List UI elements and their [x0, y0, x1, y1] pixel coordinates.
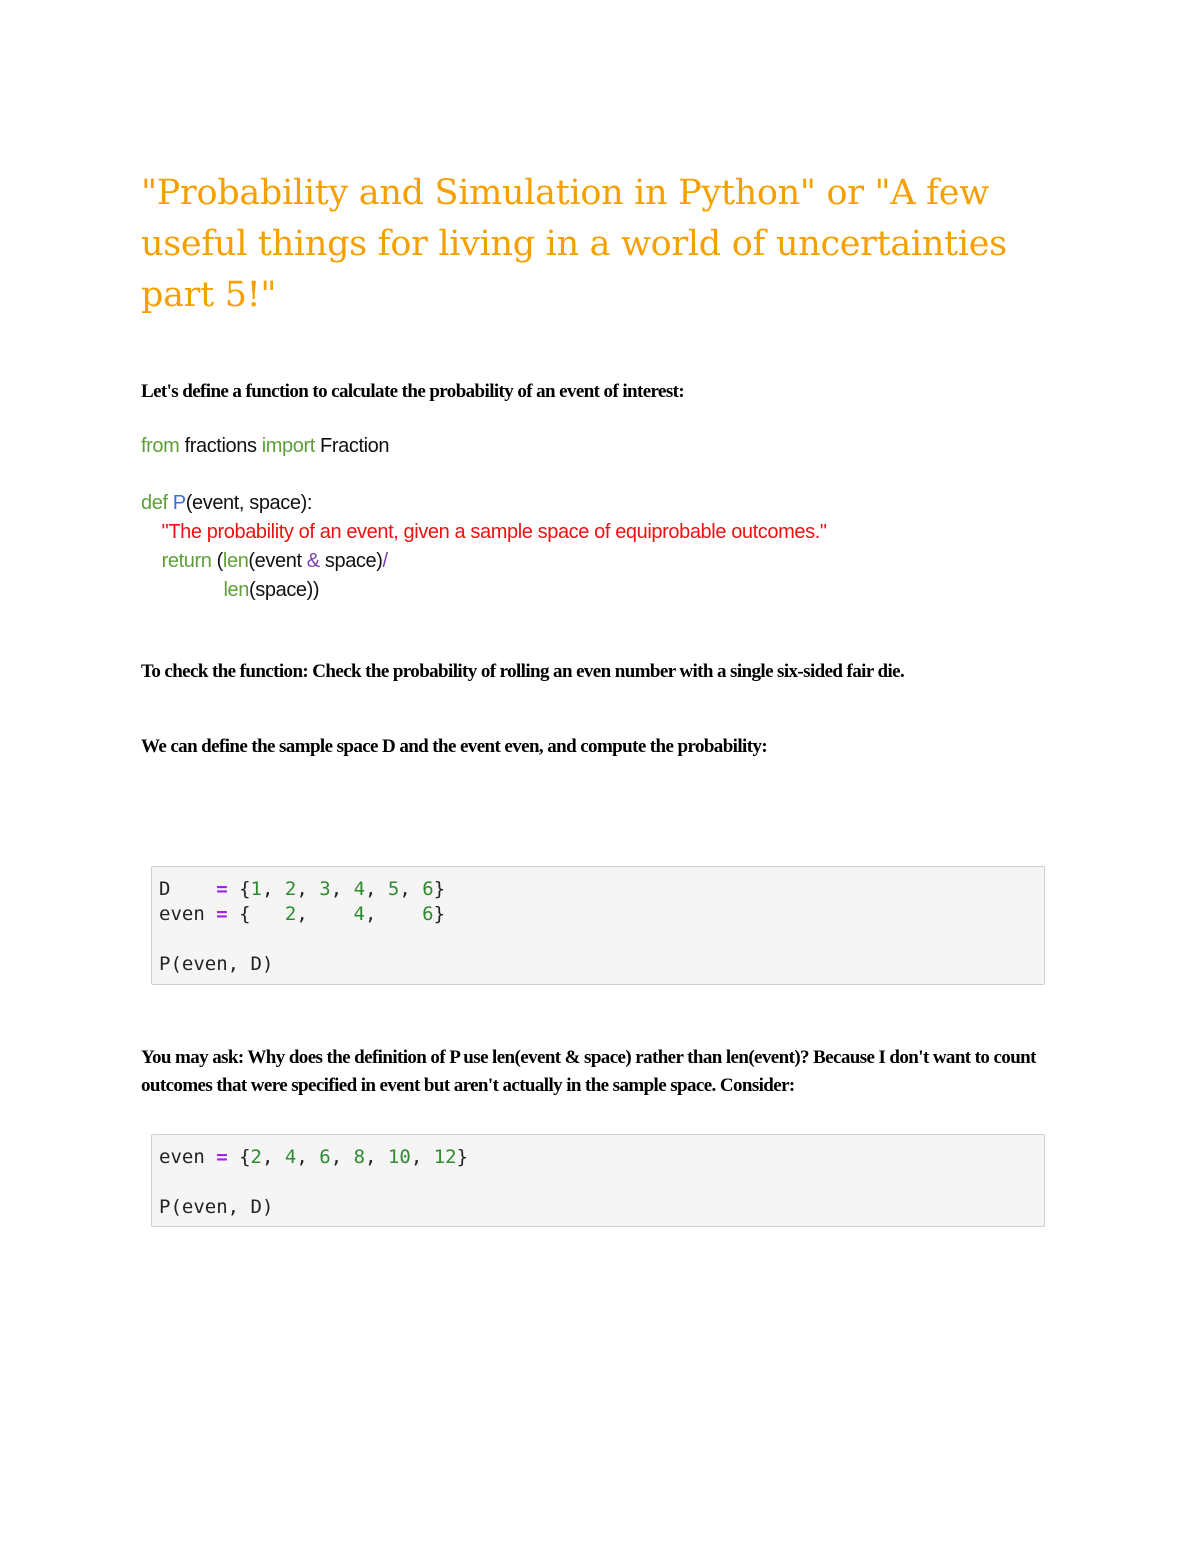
code-token-plain: ,	[330, 878, 354, 900]
code-token-kw: len	[223, 579, 250, 601]
code-token-kw: from	[141, 435, 180, 457]
code-token-num: 6	[422, 903, 434, 925]
code-token-plain: {	[227, 1146, 251, 1168]
code-token-plain	[141, 521, 162, 543]
code-token-plain: fractions	[179, 435, 262, 457]
code-token-plain: P(even, D)	[159, 1196, 274, 1218]
python-function-code	[141, 432, 827, 605]
code-line	[141, 489, 827, 518]
code-token-plain	[141, 579, 224, 601]
code-token-plain: }	[433, 903, 446, 925]
code-token-kw: import	[261, 435, 315, 457]
code-cell-sample-space[interactable]	[151, 866, 1045, 985]
code-token-plain: even	[159, 1146, 217, 1168]
code-token-num: 3	[319, 878, 331, 900]
code-line	[159, 952, 1044, 977]
code-token-kw: return	[161, 550, 212, 572]
code-line	[141, 461, 827, 489]
code-token-num: 8	[353, 1146, 366, 1168]
code-token-plain: }	[456, 1146, 469, 1168]
code-token-eq: =	[216, 903, 228, 925]
code-line	[141, 432, 827, 461]
code-token-num: 2	[284, 878, 297, 900]
check-paragraph: To check the function: Check the probability of rolling an even number with a single six-sided fair die.	[141, 661, 905, 682]
code-token-num: 6	[422, 878, 434, 900]
intro-paragraph: Let's define a function to calculate the probability of an event of interest:	[141, 381, 685, 402]
code-token-eq: =	[216, 1146, 228, 1168]
code-token-plain: Fraction	[314, 435, 390, 457]
code-token-plain: ,	[399, 878, 423, 900]
code-token-plain: ,	[262, 1146, 285, 1168]
code-token-plain: ,	[296, 903, 354, 925]
code-token-plain: ,	[365, 878, 388, 900]
code-cell-even-extended[interactable]	[151, 1134, 1045, 1227]
code-token-eq: =	[216, 878, 228, 900]
code-token-num: 6	[319, 1146, 331, 1168]
code-token-plain: ,	[365, 1146, 388, 1168]
document-title: "Probability and Simulation in Python" or "A few useful things for living in a world of uncertainties part 5!"	[141, 173, 1007, 315]
code-token-kw: def	[141, 492, 168, 514]
code-token-plain: {	[227, 903, 285, 925]
code-token-kw: len	[222, 550, 249, 572]
code-token-num: 4	[353, 903, 365, 925]
code-line	[159, 1145, 1044, 1170]
code-token-plain: ,	[296, 878, 320, 900]
define-paragraph: We can define the sample space D and the event even, and compute the probability:	[141, 736, 768, 757]
code-token-plain: (event, space):	[185, 492, 313, 514]
code-token-plain: ,	[364, 903, 423, 925]
code-token-plain: ,	[296, 1146, 320, 1168]
code-token-num: 4	[353, 878, 366, 900]
code-line	[159, 1195, 1044, 1220]
code-token-plain: }	[433, 878, 446, 900]
code-token-plain: space)	[319, 550, 383, 572]
code-token-num: 12	[433, 1146, 457, 1168]
code-token-fn: P	[172, 492, 186, 514]
code-line	[159, 902, 1044, 927]
code-token-op: &	[306, 550, 320, 572]
code-line	[141, 547, 827, 576]
code-token-plain: even	[159, 903, 217, 925]
code-token-num: 2	[250, 1146, 262, 1168]
code-line	[159, 1170, 1044, 1195]
code-line	[159, 927, 1044, 952]
code-token-num: 1	[250, 878, 262, 900]
code-token-plain	[141, 550, 162, 572]
code-token-plain: (event	[248, 550, 307, 572]
code-line	[141, 518, 827, 547]
code-token-num: 2	[284, 903, 297, 925]
code-line	[141, 576, 827, 605]
code-token-plain: ,	[330, 1146, 354, 1168]
code-line	[159, 877, 1044, 902]
code-token-num: 4	[284, 1146, 297, 1168]
ask-paragraph: You may ask: Why does the definition of P use len(event & space) rather than len(event)? Because I don't want to count outcomes that were specified in event but aren't actually in the sample space. Consider:	[141, 1047, 1036, 1096]
code-token-num: 5	[387, 878, 400, 900]
code-token-num: 10	[387, 1146, 411, 1168]
code-token-plain: ,	[262, 878, 285, 900]
code-token-str: "The probability of an event, given a sample space of equiprobable outcomes."	[161, 521, 827, 543]
code-token-plain: D	[159, 878, 217, 900]
code-token-plain: (	[211, 550, 223, 572]
code-token-plain: {	[227, 878, 251, 900]
code-token-plain: P(even, D)	[159, 953, 274, 975]
code-token-plain: (space))	[249, 579, 320, 601]
code-token-plain: ,	[410, 1146, 434, 1168]
code-token-op: /	[382, 550, 388, 572]
